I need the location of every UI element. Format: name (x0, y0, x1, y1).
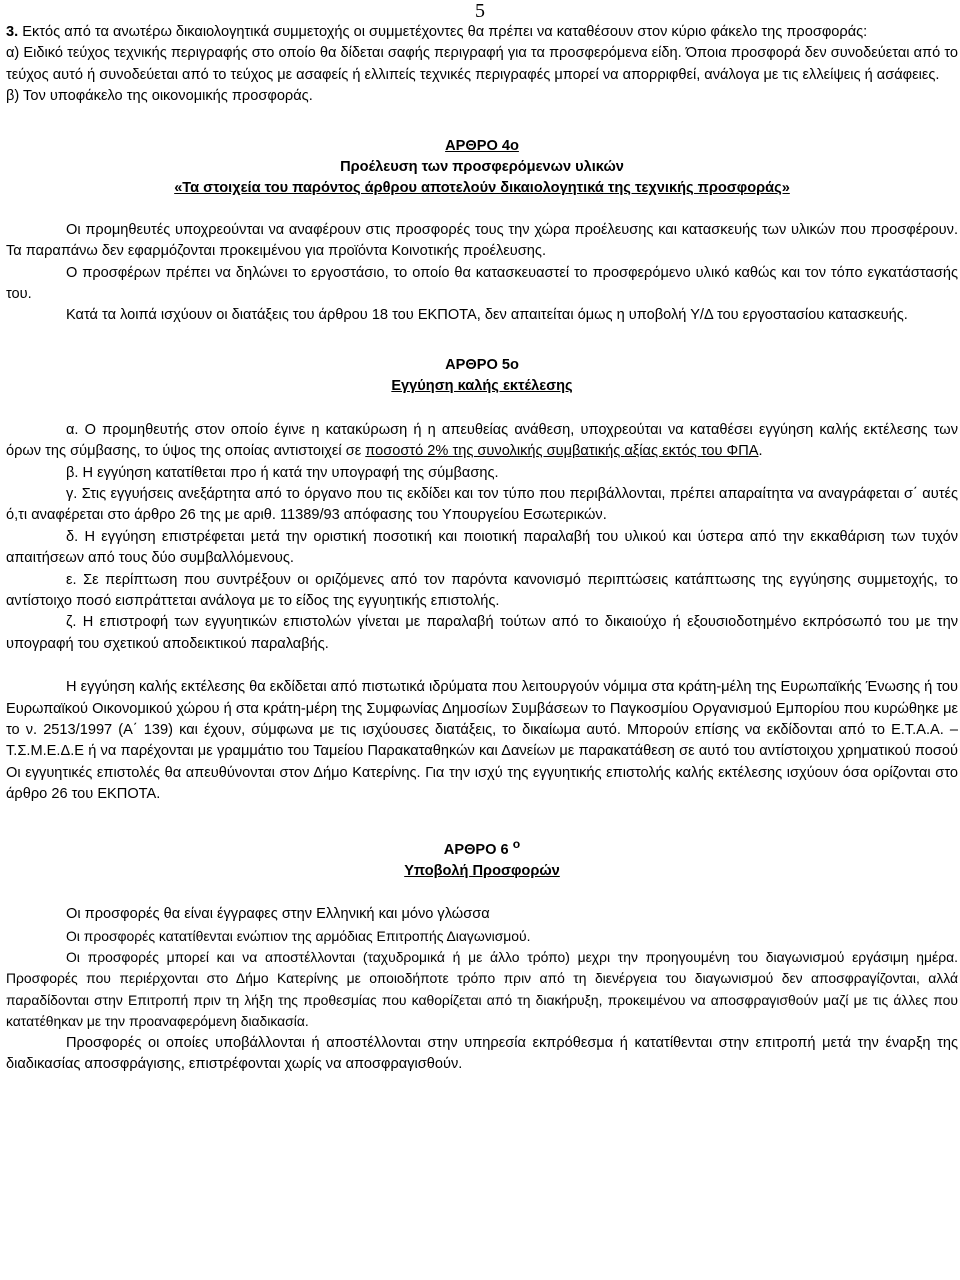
article-5-item-a: α. Ο προμηθευτής στον οποίο έγινε η κατακύρωση ή η απευθείας ανάθεση, υποχρεούται να καταθέσει εγγύηση καλής εκτέλεσης των όρων της σύμβασης, το ύψος της οποίας αντιστοιχεί σε ποσοστό 2% της συνολικής συμβατικής αξίας εκτός του ΦΠΑ. (6, 421, 958, 460)
article-5-item-b: β. Η εγγύηση κατατίθεται προ ή κατά την υπογραφή της σύμβασης. (66, 464, 499, 481)
article-6-paragraph-2: Οι προσφορές κατατίθενται ενώπιον της αρμόδιας Επιτροπής Διαγωνισμού. (66, 927, 531, 944)
article-5-item-e: ε. Σε περίπτωση που συντρέξουν οι οριζόμενες από τον παρόντα κανονισμό περιπτώσεις κατάπτωσης της εγγύησης συμμετοχής, το αντίστοιχο ποσό εισπράττεται ανάλογα με το είδος της εγγυητικής επιστολής. (6, 571, 958, 609)
guarantee-percentage: ποσοστό 2% της συνολικής συμβατικής αξίας εκτός του ΦΠΑ (365, 443, 759, 460)
article-5-item-z: ζ. Η επιστροφή των εγγυητικών επιστολών γίνεται με παραλαβή τούτων από το δικαιούχο ή εξουσιοδοτημένο εκπρόσωπό του με την υπογραφή του σχετικού αποδεικτικού παραλαβής. (6, 614, 958, 652)
article-6-title: ΑΡΘΡΟ 6 $^o$ (443, 836, 521, 858)
page-number: 5 (475, 0, 485, 22)
article-4-subtitle: Προέλευση των προσφερόμενων υλικών (340, 159, 624, 176)
document-body (6, 22, 958, 1076)
article-6-subtitle: Υποβολή Προσφορών (404, 862, 560, 879)
article-6-paragraph-4: Προσφορές οι οποίες υποβάλλονται ή αποστέλλονται στην υπηρεσία εκπρόθεσμα ή κατατίθενται στην επιτροπή μετά την έναρξη της διαδικασίας αποσφράγισης, επιστρέφονται χωρίς να αποσφραγισθούν. (6, 1034, 958, 1073)
article-5-title: ΑΡΘΡΟ 5ο (445, 356, 519, 373)
item-3a: α) Ειδικό τεύχος τεχνικής περιγραφής στο οποίο θα δίδεται σαφής περιγραφή για τα προσφερόμενα είδη. Όποια προσφορά δεν συνοδεύεται από το τεύχος αυτό ή συνοδεύεται από το τεύχος με ασαφείς ή ελλιπείς τεχνικές περιγραφές μπορεί να απορριφθεί, ανάλογα με τις ελλείψεις ή ασάφειες. (6, 45, 958, 83)
article-6-paragraph-3: Οι προσφορές μπορεί και να αποστέλλονται (ταχυδρομικά ή με άλλο τρόπο) μεχρι την προηγουμένη του διαγωνισμού εργάσιμη ημέρα. Προσφορές που περιέρχονται στο Δήμο Κατερίνης με οποιοδήποτε τρόπο πριν από τη διενέργεια του διαγωνισμού δεν αποσφραγίζονται, αλλά παραδίδονται στην Επιτροπή πριν τη λήξη της προθεσμίας που καθορίζεται από τη διακήρυξη, προκειμένου να αποσφραγισθούν μαζί με τις άλλες που κατατέθηκαν με την προαναφερόμενη διαδικασία. (6, 949, 958, 1030)
article-5-subtitle: Εγγύηση καλής εκτέλεσης (391, 378, 573, 395)
item-3 (6, 22, 958, 43)
article-4-paragraph-1: Οι προμηθευτές υποχρεούνται να αναφέρουν στις προσφορές τους την χώρα προέλευσης και κατασκευής των υλικών που προσφέρουν. Τα παραπάνω δεν εφαρμόζονται προκειμένου για προϊόντα Κοινοτικής προέλευσης. (6, 221, 958, 260)
item-3-text: Εκτός από τα ανωτέρω δικαιολογητικά συμμετοχής οι συμμετέχοντες θα πρέπει να καταθέσουν στον κύριο φάκελο της προσφοράς: (18, 24, 868, 40)
article-6-paragraph-1: Οι προσφορές θα είναι έγγραφες στην Ελληνική και μόνο γλώσσα (66, 906, 490, 923)
article-4-paragraph-3: Κατά τα λοιπά ισχύουν οι διατάξεις του άρθρου 18 του ΕΚΠΟΤΑ, δεν απαιτείται όμως η υποβολή Υ/Δ του εργοστασίου κατασκευής. (66, 307, 908, 324)
article-4-title: ΑΡΘΡΟ 4ο (445, 137, 519, 154)
article-5-item-c: γ. Στις εγγυήσεις ανεξάρτητα από το όργανο που τις εκδίδει και τον τύπο που περιβάλλονται, πρέπει απαραίτητα να αναγράφεται σ΄ αυτές ό,τι αναφέρεται στο άρθρο 26 της με αριθ. 11389/93 απόφασης του Υπουργείου Εσωτερικών. (6, 485, 958, 524)
article-4-note: «Τα στοιχεία του παρόντος άρθρου αποτελούν δικαιολογητικά της τεχνικής προσφοράς» (174, 180, 790, 197)
item-3b: β) Τον υποφάκελο της οικονομικής προσφοράς. (6, 88, 313, 105)
article-5-item-d: δ. Η εγγύηση επιστρέφεται μετά την οριστική ποσοτική και ποιοτική παραλαβή του υλικού και ύστερα από την εκκαθάριση των τυχόν απαιτήσεων από τους δύο συμβαλλόμενους. (6, 528, 958, 567)
article-5-paragraph: Η εγγύηση καλής εκτέλεσης θα εκδίδεται από πιστωτικά ιδρύματα που λειτουργούν νόμιμα στα κράτη-μέλη της Ευρωπαϊκής Ένωσης ή του Ευρωπαϊκού Οικονομικού χώρου ή στα κράτη-μέρη της Συμφωνίας Δημοσίων Συμβάσεων το Παγκοσμίου Οργανισμού Εμπορίου που κυρώθηκε με το ν. 2513/1997 (Α΄ 139) και έχουν, σύμφωνα με τις ισχύουσες διατάξεις, το δικαίωμα αυτό. Μπορούν επίσης να εκδίδονται από το Ε.Τ.Α.Α. – Τ.Σ.Μ.Ε.Δ.Ε ή να παρέχονται με γραμμάτιο του Ταμείου Παρακαταθηκών και Δανείων με παρακατάθεση σε αυτό του αντίστοιχου χρηματικού ποσού Οι εγγυητικές επιστολές θα απευθύνονται στον Δήμο Κατερίνης. Για την ισχύ της εγγυητικής επιστολής καλής εκτέλεσης ισχύουν όσα ορίζονται στο άρθρο 26 του ΕΚΠΟΤΑ. (6, 679, 958, 803)
article-4-paragraph-2: Ο προσφέρων πρέπει να δηλώνει το εργοστάσιο, το οποίο θα κατασκευαστεί το προσφερόμενο υλικό καθώς και τον τόπο εγκατάστασής του. (6, 264, 958, 303)
item-3-number: 3. (6, 24, 19, 40)
